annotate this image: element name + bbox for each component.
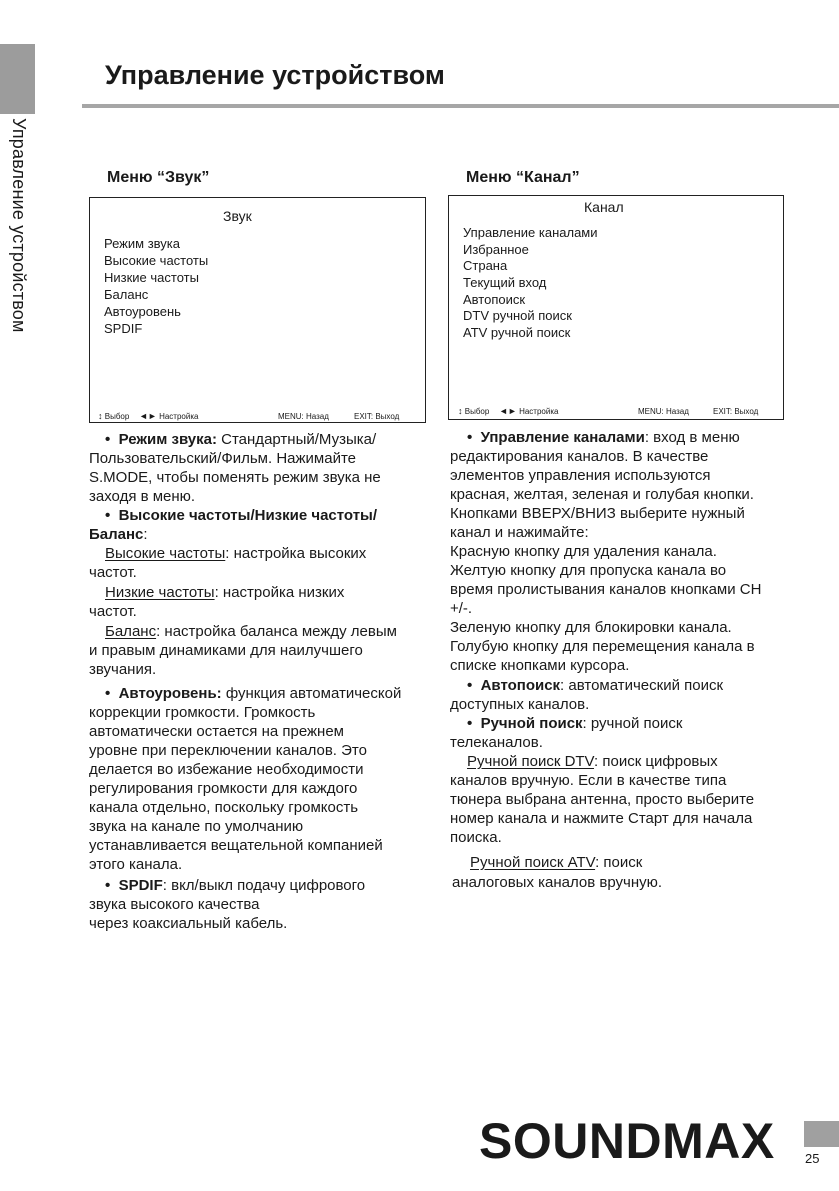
text-line — [89, 488, 195, 506]
text-segment: аналоговых каналов вручную. — [452, 874, 663, 891]
updown-arrow-icon: ↕ — [458, 406, 463, 416]
text-segment: : настройка баланса между левым — [156, 623, 397, 640]
text-segment: : автоматический поиск — [560, 677, 724, 694]
underlined-term: Ручной поиск DTV — [467, 753, 595, 770]
text-segment: : ручной поиск — [582, 715, 683, 732]
text-segment: тюнера выбрана антенна, просто выберите — [450, 791, 755, 808]
text-segment: элементов управления используются — [450, 467, 711, 484]
text-line — [89, 526, 148, 544]
text-line — [105, 545, 366, 563]
leftright-arrow-icon: ◄► — [139, 411, 157, 421]
text-line — [105, 507, 377, 525]
text-line — [450, 657, 629, 675]
channel-menu-item: Текущий вход — [463, 275, 547, 290]
text-segment: : поиск цифровых — [594, 753, 718, 770]
text-segment: регулирования громкости для каждого — [89, 780, 358, 797]
channel-menu-item: ATV ручной поиск — [463, 325, 571, 340]
bold-text: • Автопоиск — [467, 677, 561, 694]
sidebar-label: Управление устройством — [9, 118, 29, 333]
text-segment: доступных каналов. — [450, 696, 590, 713]
text-segment: +/-. — [450, 600, 473, 617]
text-segment: : настройка низких — [214, 584, 345, 601]
text-line — [467, 677, 723, 695]
text-segment: канала отдельно, поскольку громкость — [89, 799, 359, 816]
underlined-term: Ручной поиск ATV — [470, 854, 596, 871]
sound-menu-item: Режим звука — [104, 236, 180, 251]
channel-menu-item: Управление каналами — [463, 225, 598, 240]
bold-text: Баланс — [89, 526, 144, 543]
text-segment: Зеленую кнопку для блокировки канала. — [450, 619, 732, 636]
adjust-label: Настройка — [159, 412, 199, 421]
text-segment: частот. — [89, 603, 137, 620]
select-label: Выбор — [104, 412, 130, 421]
text-line — [470, 854, 642, 872]
text-line — [452, 874, 662, 892]
sidebar-tab — [0, 44, 35, 114]
text-line — [105, 623, 397, 641]
text-line — [450, 581, 761, 599]
text-segment: номер канала и нажмите Старт для начала — [450, 810, 753, 827]
text-segment: Желтую кнопку для пропуска канала во — [450, 562, 727, 579]
channel-menu-item: DTV ручной поиск — [463, 308, 572, 323]
channel-screen-adjust-hint — [499, 406, 558, 416]
page-number: 25 — [805, 1151, 820, 1166]
text-segment: уровне при переключении каналов. Это — [89, 742, 367, 759]
text-line — [89, 661, 156, 679]
text-line — [105, 877, 365, 895]
text-segment: звука на канале по умолчанию — [89, 818, 304, 835]
text-line — [467, 429, 740, 447]
text-line — [450, 696, 589, 714]
text-line — [450, 734, 543, 752]
text-line — [450, 486, 754, 504]
text-line — [450, 543, 717, 561]
text-line — [450, 505, 745, 523]
channel-screen-title: Канал — [584, 199, 624, 215]
text-line — [450, 600, 472, 618]
text-segment: телеканалов. — [450, 734, 543, 751]
text-segment: : настройка высоких — [225, 545, 367, 562]
text-segment: время пролистывания каналов кнопками CH — [450, 581, 762, 598]
sound-menu-heading: Меню “Звук” — [107, 169, 210, 186]
updown-arrow-icon: ↕ — [98, 411, 103, 421]
channel-screen-menu-hint: MENU: Назад — [638, 407, 689, 416]
text-segment: : вкл/выкл подачу цифрового — [162, 877, 366, 894]
sound-screen-select-hint — [98, 411, 129, 421]
bold-text: • Режим звука: — [105, 431, 217, 448]
text-segment: Голубую кнопку для перемещения канала в — [450, 638, 755, 655]
text-segment: поиска. — [450, 829, 502, 846]
text-line — [89, 780, 357, 798]
bold-text: • Высокие частоты/Низкие частоты/ — [105, 507, 378, 524]
channel-screen-select-hint — [458, 406, 489, 416]
sound-menu-item: Высокие частоты — [104, 253, 209, 268]
text-segment: канал и нажимайте: — [450, 524, 589, 541]
bold-text: • Автоуровень: — [105, 685, 222, 702]
text-line — [89, 469, 381, 487]
sound-screen-exit-hint: EXIT: Выход — [354, 412, 400, 421]
text-segment: коррекции громкости. Громкость — [89, 704, 316, 721]
text-segment: звучания. — [89, 661, 157, 678]
text-line — [450, 791, 754, 809]
channel-menu-item: Избранное — [463, 242, 529, 257]
text-line — [89, 642, 363, 660]
title-divider — [82, 104, 839, 108]
text-line — [89, 564, 137, 582]
bold-text: • Управление каналами — [467, 429, 645, 446]
text-line — [450, 562, 726, 580]
underlined-term: Низкие частоты — [105, 584, 215, 601]
underlined-term: Баланс — [105, 623, 157, 640]
sound-screen-adjust-hint — [139, 411, 198, 421]
text-segment: S.MODE, чтобы поменять режим звука не — [89, 469, 381, 486]
text-line — [450, 524, 589, 542]
text-segment: и правым динамиками для наилучшего — [89, 642, 363, 659]
channel-menu-item: Автопоиск — [463, 292, 526, 307]
sound-screen-title: Звук — [223, 208, 252, 224]
text-line — [467, 753, 718, 771]
sound-menu-item: Низкие частоты — [104, 270, 199, 285]
text-line — [89, 704, 315, 722]
text-segment: Красную кнопку для удаления канала. — [450, 543, 717, 560]
bold-text: • Ручной поиск — [467, 715, 583, 732]
text-line — [450, 448, 708, 466]
text-line — [450, 810, 752, 828]
page-tab — [804, 1121, 839, 1147]
text-line — [450, 829, 502, 847]
select-label: Выбор — [464, 407, 490, 416]
text-segment: красная, желтая, зеленая и голубая кнопки. — [450, 486, 754, 503]
text-line — [89, 856, 182, 874]
text-segment: списке кнопками курсора. — [450, 657, 630, 674]
sound-menu-item: SPDIF — [104, 321, 143, 336]
text-segment: автоматически остается на прежнем — [89, 723, 344, 740]
text-line — [89, 742, 367, 760]
adjust-label: Настройка — [519, 407, 559, 416]
text-segment: : поиск — [595, 854, 643, 871]
text-segment: функция автоматической — [221, 685, 402, 702]
text-line — [467, 715, 682, 733]
text-segment: этого канала. — [89, 856, 183, 873]
text-line — [89, 799, 358, 817]
sound-menu-item: Автоуровень — [104, 304, 181, 319]
text-segment: Стандартный/Музыка/ — [216, 431, 377, 448]
text-line — [89, 837, 383, 855]
text-line — [450, 619, 732, 637]
text-line — [89, 915, 287, 933]
text-segment: редактирования каналов. В качестве — [450, 448, 709, 465]
text-line — [89, 450, 356, 468]
text-line — [89, 896, 259, 914]
text-line — [89, 818, 303, 836]
text-segment: : — [143, 526, 148, 543]
sound-screen-menu-hint: MENU: Назад — [278, 412, 329, 421]
text-line — [105, 584, 344, 602]
text-segment: устанавливается вещательной компанией — [89, 837, 383, 854]
text-segment: заходя в меню. — [89, 488, 196, 505]
sound-menu-item: Баланс — [104, 287, 149, 302]
text-line — [105, 431, 376, 449]
text-segment: делается во избежание необходимости — [89, 761, 364, 778]
text-segment: через коаксиальный кабель. — [89, 915, 288, 932]
text-segment: каналов вручную. Если в качестве типа — [450, 772, 727, 789]
text-segment: звука высокого качества — [89, 896, 260, 913]
channel-screen-exit-hint: EXIT: Выход — [713, 407, 759, 416]
text-line — [89, 723, 344, 741]
underlined-term: Высокие частоты — [105, 545, 226, 562]
channel-menu-heading: Меню “Канал” — [466, 169, 580, 186]
text-line — [105, 685, 401, 703]
text-line — [89, 761, 364, 779]
text-line — [89, 603, 137, 621]
text-segment: Кнопками ВВЕРХ/ВНИЗ выберите нужный — [450, 505, 745, 522]
text-segment: : вход в меню — [644, 429, 740, 446]
text-segment: Пользовательский/Фильм. Нажимайте — [89, 450, 356, 467]
text-line — [450, 772, 726, 790]
text-segment: частот. — [89, 564, 137, 581]
text-line — [450, 467, 711, 485]
page-title: Управление устройством — [105, 60, 445, 90]
leftright-arrow-icon: ◄► — [499, 406, 517, 416]
bold-text: • SPDIF — [105, 877, 163, 894]
text-line — [450, 638, 755, 656]
channel-menu-item: Страна — [463, 258, 508, 273]
brand-logo: SOUNDMAX — [479, 1113, 775, 1169]
